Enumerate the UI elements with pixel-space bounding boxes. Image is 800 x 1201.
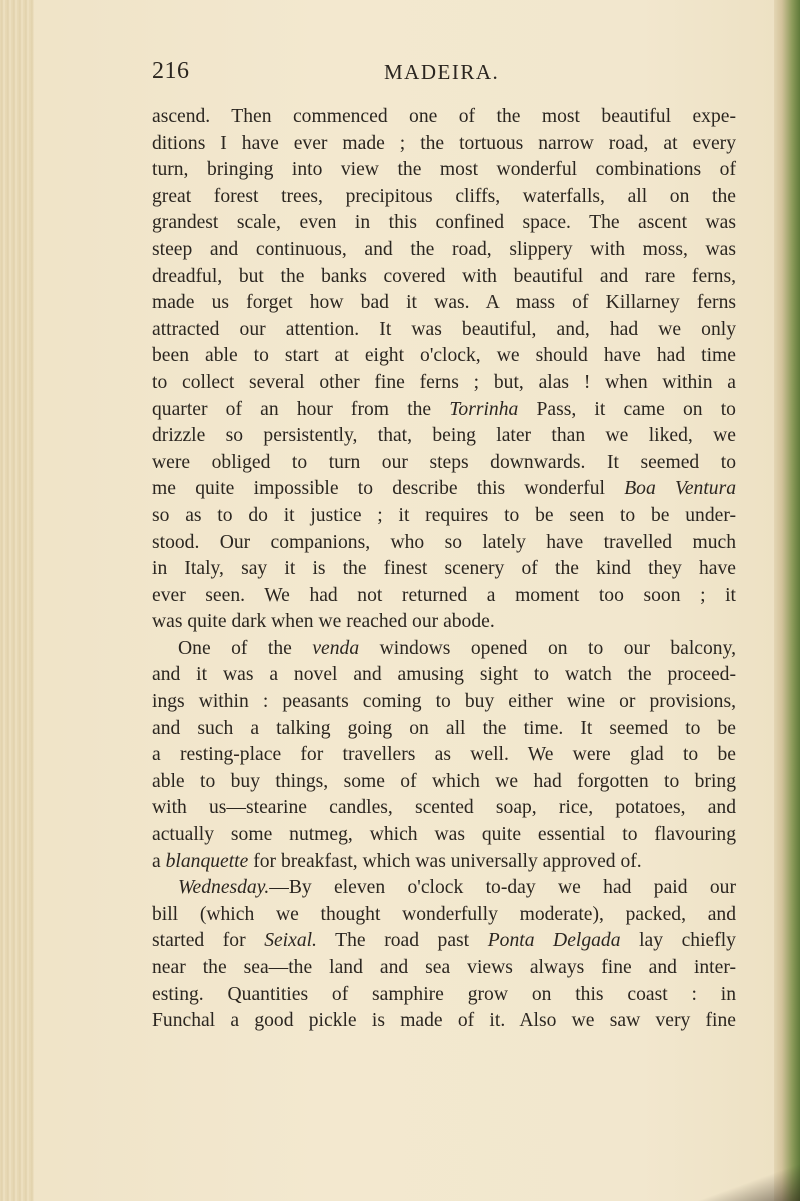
text-line: quarter of an hour from the Torrinha Pass, it came on to [152, 398, 736, 420]
text-line: started for Seixal. The road past Ponta Delgada lay chiefly [152, 930, 736, 952]
text-line: bill (which we thought wonderfully moderate), packed, and [152, 903, 736, 925]
text-line: been able to start at eight o'clock, we should have had time [152, 345, 736, 367]
text-line: so as to do it justice ; it requires to be seen to be under- [152, 504, 736, 526]
text-line: made us forget how bad it was. A mass of Killarney ferns [152, 292, 736, 314]
text-line: steep and continuous, and the road, slippery with moss, was [152, 238, 736, 260]
page-edge-right [774, 0, 800, 1201]
text-line: near the sea—the land and sea views always fine and inter- [152, 957, 736, 978]
text-line: a blanquette for breakfast, which was universally approved of. [152, 850, 642, 872]
text-line: ings within : peasants coming to buy either wine or provisions, [152, 691, 736, 713]
running-head: MADEIRA. [384, 60, 500, 84]
text-line: ever seen. We had not returned a moment too soon ; it [152, 584, 736, 606]
text-line: were obliged to turn our steps downwards. It seemed to [152, 451, 736, 473]
text-line: ditions I have ever made ; the tortuous narrow road, at every [152, 132, 736, 154]
text-line: was quite dark when we reached our abode. [152, 611, 495, 633]
text-line: actually some nutmeg, which was quite essential to flavouring [152, 824, 736, 846]
page-corner-shadow [680, 1161, 800, 1201]
text-line: Funchal a good pickle is made of it. Also we saw very fine [152, 1010, 736, 1032]
page-gutter-left [0, 0, 34, 1201]
text-line: attracted our attention. It was beautiful, and, had we only [152, 318, 736, 340]
text-line: me quite impossible to describe this wonderful Boa Ventura [152, 478, 736, 500]
italic-word: blanquette [165, 850, 249, 872]
italic-place-name: Torrinha [449, 398, 519, 420]
text-line: great forest trees, precipitous cliffs, waterfalls, all on the [152, 185, 736, 207]
text-line: esting. Quantities of samphire grow on this coast : in [152, 983, 736, 1005]
text-line: ascend. Then commenced one of the most beautiful expe- [152, 106, 736, 127]
text-line: in Italy, say it is the finest scenery of the kind they have [152, 558, 736, 580]
page-header [152, 58, 712, 92]
italic-place-name: Seixal. [264, 930, 317, 952]
text-line: One of the venda windows opened on to our balcony, [178, 637, 736, 659]
text-line: able to buy things, some of which we had forgotten to bring [152, 770, 736, 792]
text-line: a resting-place for travellers as well. We were glad to be [152, 744, 736, 766]
italic-date: Wednesday. [178, 877, 270, 899]
italic-place-name: Ponta Delgada [487, 930, 621, 952]
text-line: dreadful, but the banks covered with beautiful and rare ferns, [152, 265, 736, 287]
text-line: with us—stearine candles, scented soap, rice, potatoes, and [152, 797, 736, 819]
text-line: grandest scale, even in this confined space. The ascent was [152, 212, 736, 234]
text-line: and it was a novel and amusing sight to watch the proceed- [152, 664, 736, 686]
text-line: to collect several other fine ferns ; but, alas ! when within a [152, 371, 736, 393]
body-text [152, 104, 736, 1035]
text-line: stood. Our companions, who so lately have travelled much [152, 531, 736, 553]
text-line: turn, bringing into view the most wonderful combinations of [152, 159, 736, 181]
text-line: and such a talking going on all the time. It seemed to be [152, 717, 736, 739]
italic-word: venda [312, 637, 360, 659]
text-line: Wednesday.—By eleven o'clock to-day we had paid our [178, 877, 736, 899]
text-line: drizzle so persistently, that, being later than we liked, we [152, 425, 736, 447]
page-number: 216 [152, 58, 190, 84]
italic-place-name: Boa Ventura [624, 478, 736, 500]
